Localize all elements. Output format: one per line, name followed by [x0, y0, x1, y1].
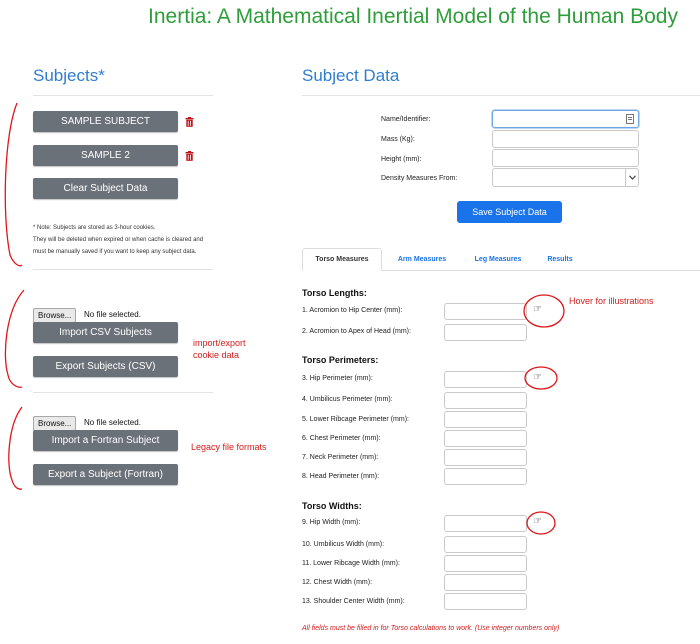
field-label: 10. Umbilicus Width (mm):	[302, 541, 385, 548]
field-label: 9. Hip Width (mm):	[302, 519, 361, 526]
subjects-title: Subjects*	[33, 66, 105, 85]
hip-perimeter-input[interactable]	[444, 371, 527, 388]
subject-data-divider	[302, 95, 700, 96]
annotation-import-export	[193, 337, 246, 361]
acromion-hip-input[interactable]	[444, 303, 527, 320]
annotation-hover: Hover for illustrations	[569, 296, 654, 306]
torso-lengths-heading: Torso Lengths:	[302, 288, 367, 298]
import-fortran-button[interactable]: Import a Fortran Subject	[33, 430, 178, 451]
csv-no-file-text: No file selected.	[84, 310, 141, 319]
subject-button-sample-2[interactable]: SAMPLE 2	[33, 145, 178, 166]
export-csv-button[interactable]: Export Subjects (CSV)	[33, 356, 178, 377]
cookie-note-line: * Note: Subjects are stored as 3-hour cookies.	[33, 225, 156, 231]
field-label: 4. Umbilicus Perimeter (mm):	[302, 396, 393, 403]
tab-leg-measures[interactable]: Leg Measures	[474, 256, 522, 263]
field-label: 12. Chest Width (mm):	[302, 579, 373, 586]
annotation-circles	[520, 290, 570, 540]
section-divider	[33, 269, 213, 270]
cookie-note-line: They will be deleted when expired or when cache is cleared and	[33, 237, 204, 243]
lower-ribcage-width-input[interactable]	[444, 555, 527, 572]
tab-torso-measures[interactable]: Torso Measures	[302, 248, 382, 271]
head-perimeter-input[interactable]	[444, 468, 527, 485]
subject-button-sample-subject[interactable]: SAMPLE SUBJECT	[33, 111, 178, 132]
annotation-line: cookie data	[193, 350, 240, 360]
field-label: 1. Acromion to Hip Center (mm):	[302, 307, 403, 314]
torso-widths-heading: Torso Widths:	[302, 501, 362, 511]
chevron-down-icon[interactable]	[625, 169, 639, 186]
csv-browse-button[interactable]: Browse...	[33, 308, 76, 323]
field-label: 3. Hip Perimeter (mm):	[302, 375, 373, 382]
hand-point-icon[interactable]: ☞	[533, 516, 542, 527]
torso-footer-note: All fields must be filled in for Torso calculations to work. (Use integer numbers only)	[302, 625, 560, 632]
save-subject-data-button[interactable]: Save Subject Data	[457, 201, 562, 223]
autofill-key-icon[interactable]	[626, 114, 634, 124]
mass-label: Mass (Kg):	[381, 136, 415, 143]
shoulder-center-width-input[interactable]	[444, 593, 527, 610]
height-field[interactable]	[492, 149, 639, 167]
field-label: 8. Head Perimeter (mm):	[302, 473, 380, 480]
fortran-browse-button[interactable]: Browse...	[33, 416, 76, 431]
import-csv-button[interactable]: Import CSV Subjects	[33, 322, 178, 343]
field-label: 2. Acromion to Apex of Head (mm):	[302, 328, 411, 335]
annotation-line: import/export	[193, 338, 246, 348]
subjects-divider	[33, 95, 213, 96]
chest-width-input[interactable]	[444, 574, 527, 591]
torso-perimeters-heading: Torso Perimeters:	[302, 355, 379, 365]
neck-perimeter-input[interactable]	[444, 449, 527, 466]
name-field[interactable]	[492, 110, 639, 128]
trash-icon[interactable]	[185, 151, 194, 161]
height-label: Height (mm):	[381, 156, 422, 163]
name-label: Name/Identifier:	[381, 116, 431, 123]
umbilicus-perimeter-input[interactable]	[444, 392, 527, 409]
density-select[interactable]	[492, 168, 639, 187]
field-label: 5. Lower Ribcage Perimeter (mm):	[302, 416, 409, 423]
trash-icon[interactable]	[185, 117, 194, 127]
annotation-legacy: Legacy file formats	[191, 442, 267, 452]
chest-perimeter-input[interactable]	[444, 430, 527, 447]
clear-subject-data-button[interactable]: Clear Subject Data	[33, 178, 178, 199]
acromion-head-input[interactable]	[444, 324, 527, 341]
field-label: 11. Lower Ribcage Width (mm):	[302, 560, 400, 567]
annotation-brackets	[0, 95, 30, 495]
density-label: Density Measures From:	[381, 175, 458, 182]
tab-arm-measures[interactable]: Arm Measures	[397, 256, 447, 263]
tab-results[interactable]: Results	[547, 256, 573, 263]
lower-ribcage-perimeter-input[interactable]	[444, 411, 527, 428]
fortran-no-file-text: No file selected.	[84, 418, 141, 427]
section-divider	[33, 392, 213, 393]
hand-point-icon[interactable]: ☞	[533, 372, 542, 383]
umbilicus-width-input[interactable]	[444, 536, 527, 553]
export-fortran-button[interactable]: Export a Subject (Fortran)	[33, 464, 178, 485]
app-title: Inertia: A Mathematical Inertial Model of the Human Body	[148, 5, 678, 28]
cookie-note	[33, 222, 233, 258]
hand-point-icon[interactable]: ☞	[533, 304, 542, 315]
field-label: 6. Chest Perimeter (mm):	[302, 435, 381, 442]
mass-field[interactable]	[492, 130, 639, 148]
field-label: 13. Shoulder Center Width (mm):	[302, 598, 405, 605]
cookie-note-line: must be manually saved if you want to keep any subject data.	[33, 249, 197, 255]
hip-width-input[interactable]	[444, 515, 527, 532]
subject-data-title: Subject Data	[302, 66, 400, 85]
field-label: 7. Neck Perimeter (mm):	[302, 454, 379, 461]
